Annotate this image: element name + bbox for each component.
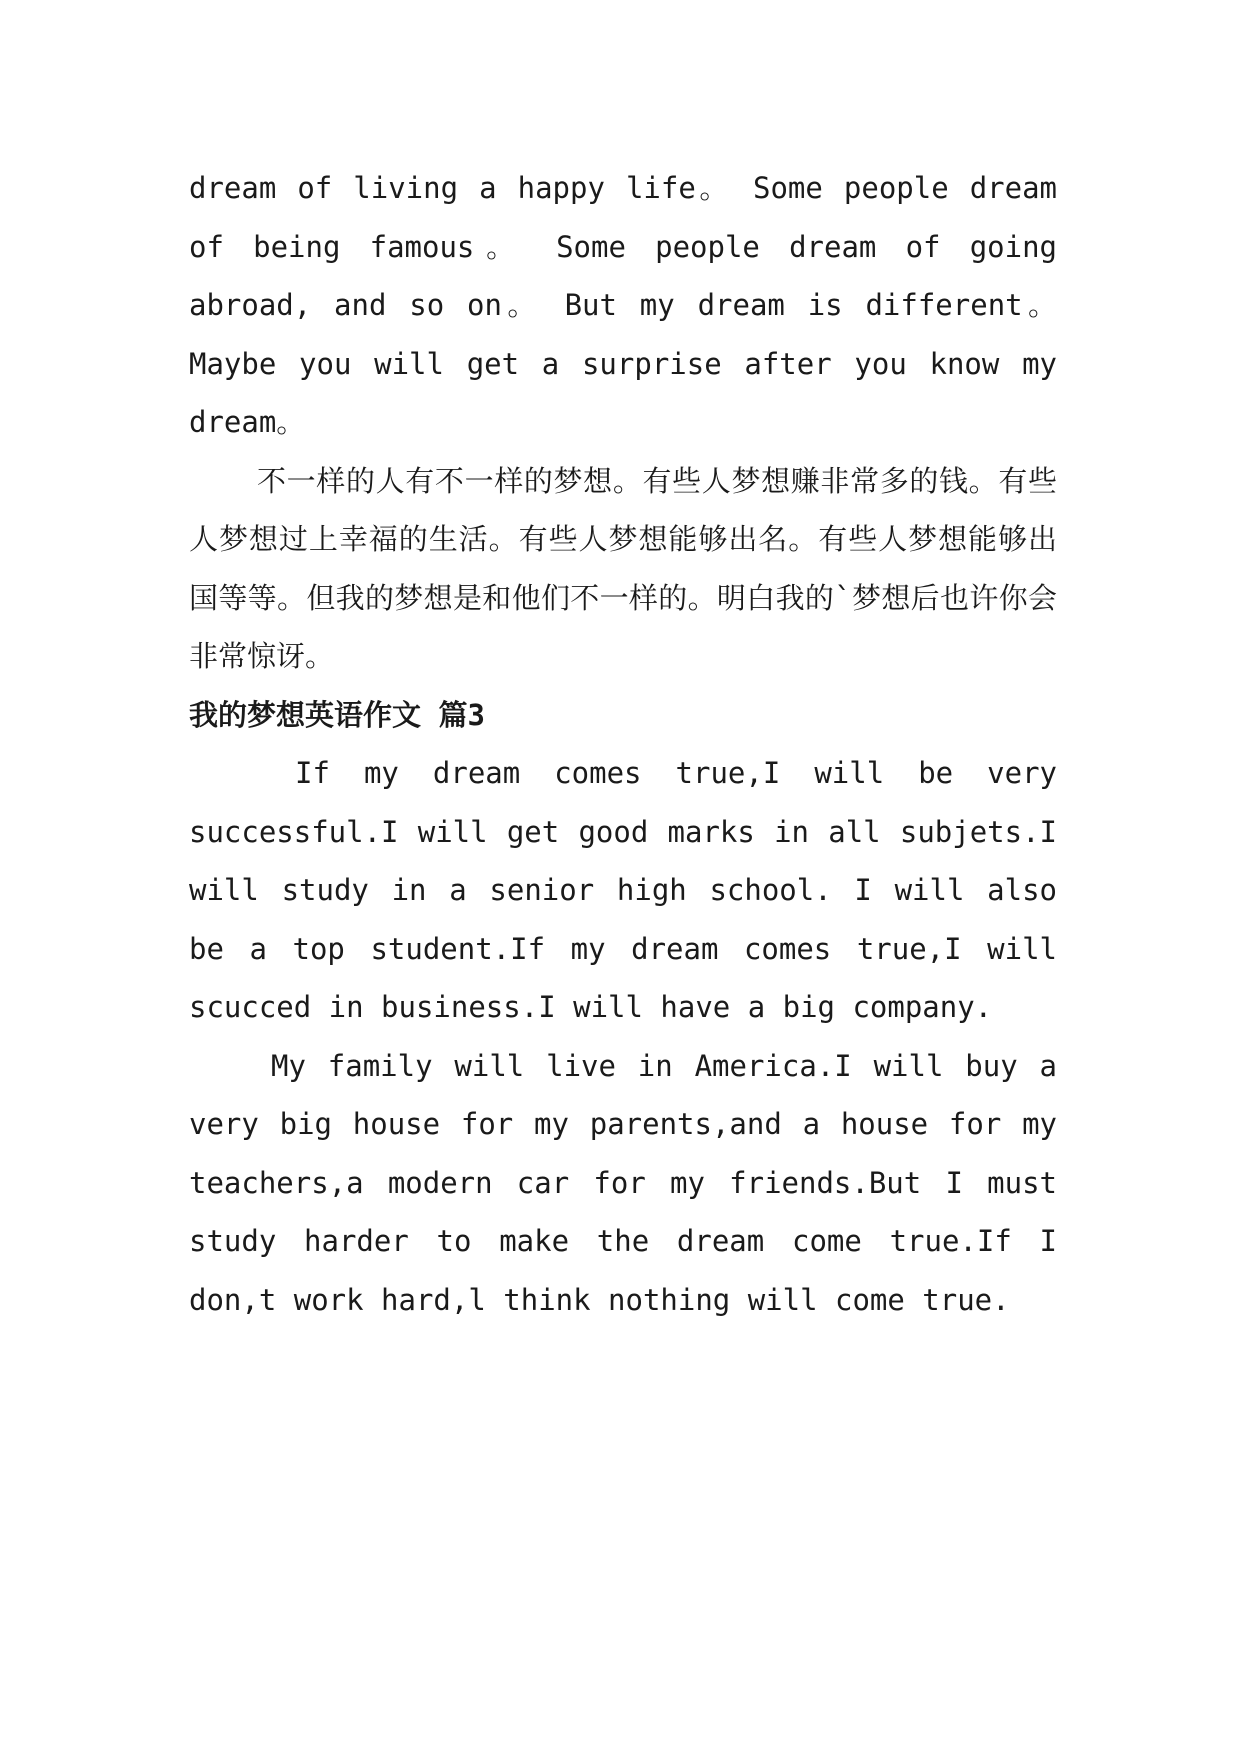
paragraph-english-intro: dream of living a happy life。 Some people dream of being famous。 Some people dream of going abroad, and so on。 But my dream is different。 Maybe you will get a surprise after you know my dream。 xyxy=(189,171,1057,439)
paragraph-dream-success: If my dream comes true,I will be very successful.I will get good marks in all subjets.I will study in a senior high school. I will also be a top student.If my dream comes true,I will scucced in business.I will have a big company. xyxy=(189,756,1057,1024)
section-heading: 我的梦想英语作文 篇3 xyxy=(189,697,485,732)
paragraph-dream-family: My family will live in America.I will buy a very big house for my parents,and a house for my teachers,a modern car for my friends.But I must study harder to make the dream come true.If I don,t work hard,l think nothing will come true. xyxy=(189,1048,1057,1317)
paragraph-chinese-translation: 不一样的人有不一样的梦想。有些人梦想赚非常多的钱。有些人梦想过上幸福的生活。有些人梦想能够出名。有些人梦想能够出国等等。但我的梦想是和他们不一样的。明白我的`梦想后也许你会非常惊讶。 xyxy=(189,463,1057,673)
document-body xyxy=(189,159,1057,1329)
